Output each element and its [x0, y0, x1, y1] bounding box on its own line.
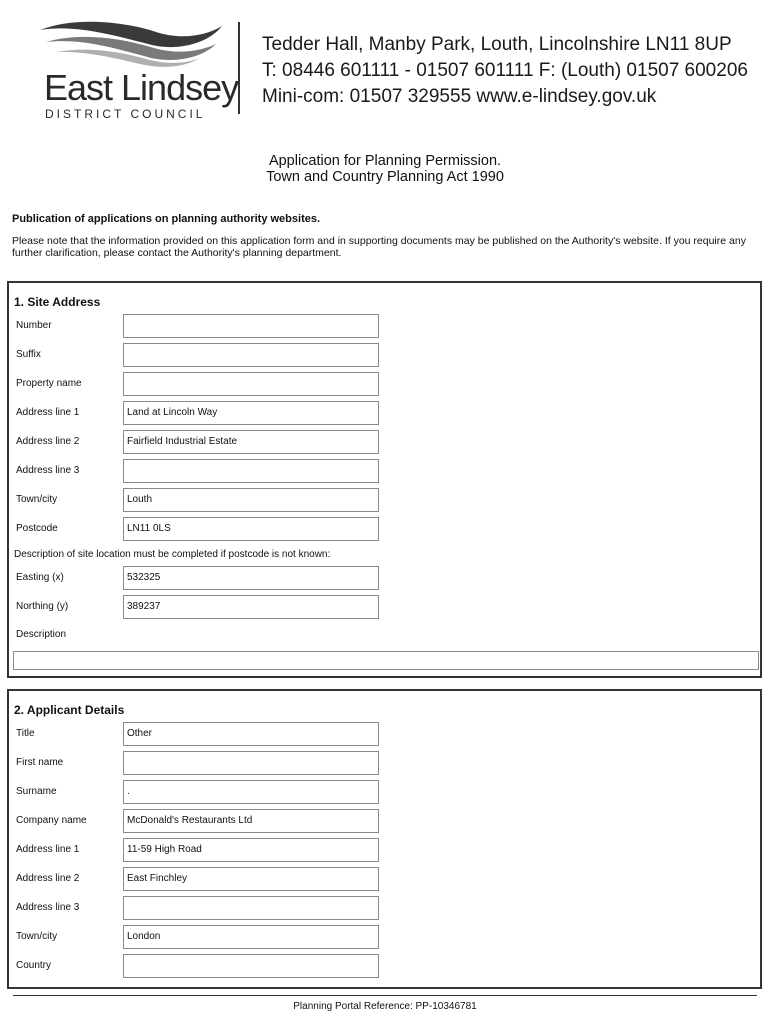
applicant-address-line3-field[interactable]	[123, 896, 379, 920]
council-minicom: Mini-com: 01507 329555 www.e-lindsey.gov.uk	[262, 86, 657, 107]
logo-name: East Lindsey	[44, 67, 239, 108]
description-label: Description	[16, 629, 67, 640]
property-name-field[interactable]	[123, 372, 379, 396]
address-line2-field[interactable]: Fairfield Industrial Estate	[123, 430, 379, 454]
suffix-field[interactable]	[123, 343, 379, 367]
field-label: Northing (y)	[16, 601, 69, 612]
field-label: Postcode	[16, 523, 58, 534]
field-label: Town/city	[16, 931, 58, 942]
field-label: Address line 3	[16, 902, 80, 913]
site-address-section	[7, 281, 762, 678]
section-title: 1. Site Address	[14, 295, 101, 309]
number-field[interactable]	[123, 314, 379, 338]
field-label: Company name	[16, 815, 87, 826]
field-label: Surname	[16, 786, 57, 797]
northing-field[interactable]: 389237	[123, 595, 379, 619]
surname-field[interactable]: .	[123, 780, 379, 804]
easting-row	[9, 566, 760, 592]
applicant-address-line1-field[interactable]: 11-59 High Road	[123, 838, 379, 862]
field-label: Country	[16, 960, 52, 971]
company-name-row	[9, 809, 760, 835]
address-line1-row	[9, 401, 760, 427]
portal-reference: Planning Portal Reference: PP-10346781	[293, 1001, 477, 1012]
field-label: Suffix	[16, 349, 41, 360]
town-row	[9, 488, 760, 514]
address-line2-row	[9, 430, 760, 456]
contact-block	[262, 32, 748, 110]
wave-logo-icon	[36, 18, 226, 68]
council-address: Tedder Hall, Manby Park, Louth, Lincolnshire LN11 8UP	[262, 34, 732, 55]
postcode-row	[9, 517, 760, 543]
applicant-address-line2-field[interactable]: East Finchley	[123, 867, 379, 891]
applicant-details-section	[7, 689, 762, 989]
field-label: Address line 1	[16, 407, 80, 418]
footer-divider	[13, 995, 757, 996]
first-name-row	[9, 751, 760, 777]
postcode-field[interactable]: LN11 0LS	[123, 517, 379, 541]
field-label: First name	[16, 757, 64, 768]
property-name-row	[9, 372, 760, 398]
title-row	[9, 722, 760, 748]
section-title: 2. Applicant Details	[14, 703, 125, 717]
town-field[interactable]: Louth	[123, 488, 379, 512]
address-line3-row	[9, 459, 760, 485]
northing-row	[9, 595, 760, 621]
publication-note: Please note that the information provided on this application form and in supporting documents may be published on the Authority's website. If you require any further clarification, please contact the Authority's planning department.	[12, 235, 746, 259]
title-line-2: Town and Country Planning Act 1990	[266, 169, 504, 185]
applicant-town-field[interactable]: London	[123, 925, 379, 949]
field-label: Title	[16, 728, 35, 739]
applicant-address-line2-row	[9, 867, 760, 893]
document-title	[0, 153, 770, 185]
title-field[interactable]: Other	[123, 722, 379, 746]
applicant-town-row	[9, 925, 760, 951]
location-hint: Description of site location must be completed if postcode is not known:	[14, 549, 331, 560]
field-label: Town/city	[16, 494, 58, 505]
applicant-address-line3-row	[9, 896, 760, 922]
applicant-address-line1-row	[9, 838, 760, 864]
field-label: Address line 1	[16, 844, 80, 855]
field-label: Address line 2	[16, 436, 80, 447]
title-line-1: Application for Planning Permission.	[268, 153, 502, 169]
field-label: Easting (x)	[16, 572, 64, 583]
field-label: Address line 3	[16, 465, 80, 476]
easting-field[interactable]: 532325	[123, 566, 379, 590]
surname-row	[9, 780, 760, 806]
letterhead	[0, 0, 770, 130]
header-divider	[238, 22, 240, 114]
field-label: Address line 2	[16, 873, 80, 884]
company-name-field[interactable]: McDonald's Restaurants Ltd	[123, 809, 379, 833]
field-label: Property name	[16, 378, 82, 389]
address-line3-field[interactable]	[123, 459, 379, 483]
country-field[interactable]	[123, 954, 379, 978]
first-name-field[interactable]	[123, 751, 379, 775]
number-row	[9, 314, 760, 340]
address-line1-field[interactable]: Land at Lincoln Way	[123, 401, 379, 425]
description-field[interactable]	[13, 651, 759, 670]
publication-heading: Publication of applications on planning authority websites.	[12, 213, 321, 225]
country-row	[9, 954, 760, 980]
field-label: Number	[16, 320, 52, 331]
logo-subtitle: DISTRICT COUNCIL	[45, 107, 206, 121]
council-logo	[36, 18, 239, 121]
suffix-row	[9, 343, 760, 369]
council-phone: T: 08446 601111 - 01507 601111 F: (Louth) 01507 600206	[262, 60, 748, 81]
